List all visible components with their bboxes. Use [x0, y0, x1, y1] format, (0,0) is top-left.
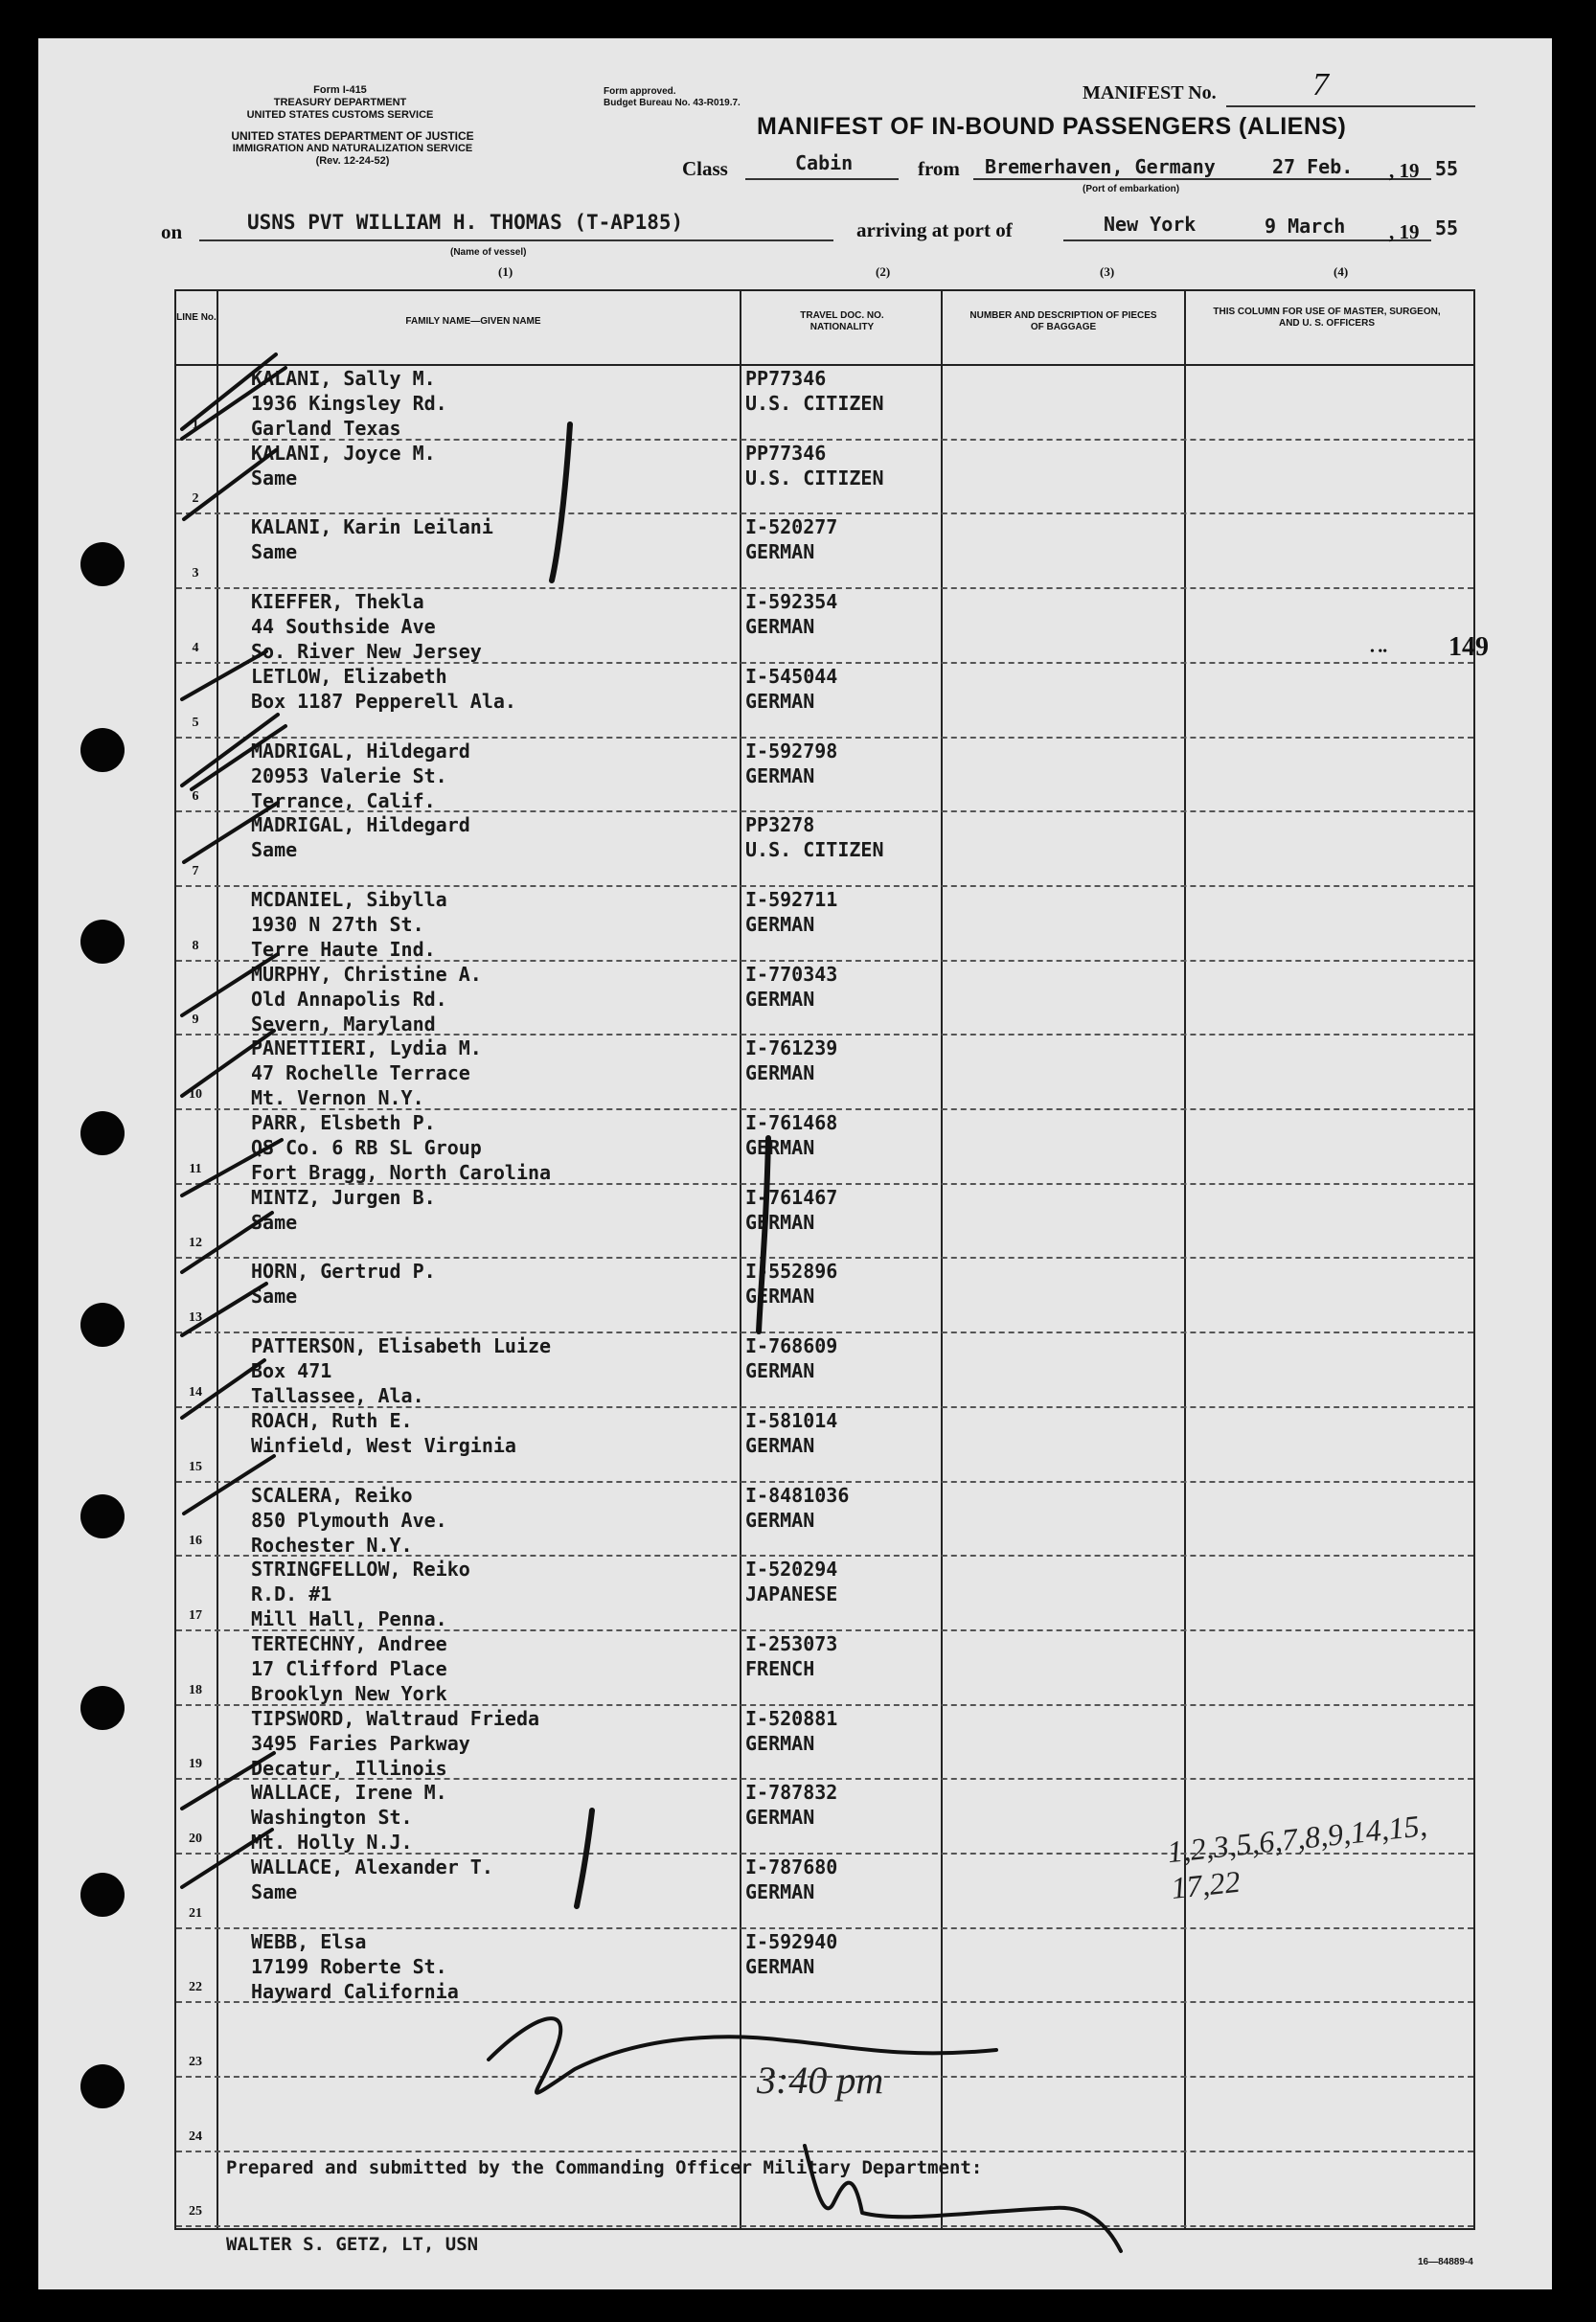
header-line-no: LINE No.: [176, 312, 217, 323]
travel-doc-nationality: I-520294 JAPANESE: [745, 1558, 838, 1606]
passenger-name-address: TERTECHNY, Andree 17 Clifford Place Brooklyn New York: [251, 1631, 447, 1705]
cross-stroke: [182, 1213, 272, 1272]
travel-doc-nationality: I-592798 GERMAN: [745, 739, 838, 787]
passenger-name-address: PARR, Elsbeth P. QS Co. 6 RB SL Group Fort Bragg, North Carolina: [251, 1111, 552, 1184]
line-number: 4: [192, 640, 199, 655]
arrival-date: 9 March: [1265, 215, 1346, 238]
line-number: 15: [189, 1459, 202, 1474]
cross-stroke: [182, 1284, 266, 1335]
line-number: 14: [189, 1384, 202, 1400]
line-number: 10: [189, 1087, 202, 1102]
line-number: 17: [189, 1607, 202, 1623]
embarkation-year: 55: [1435, 157, 1459, 180]
port-of-embarkation: Bremerhaven, Germany: [985, 155, 1216, 178]
travel-doc-nationality: I-253073 FRENCH: [745, 1631, 838, 1680]
on-label: on: [161, 220, 183, 243]
arrival-year: 55: [1435, 216, 1459, 239]
passenger-name-address: WEBB, Elsa 17199 Roberte St. Hayward California: [251, 1929, 459, 2003]
line-number: 16: [189, 1534, 202, 1549]
travel-doc-nationality: I-545044 GERMAN: [745, 664, 838, 713]
passenger-name-address: KIEFFER, Thekla 44 Southside Ave So. River New Jersey: [251, 590, 482, 664]
check-stroke: [759, 1138, 768, 1332]
year-prefix: , 19: [1389, 159, 1420, 182]
line-number: 3: [192, 566, 199, 581]
travel-doc-nationality: I-761468 GERMAN: [745, 1111, 838, 1159]
line-number: 9: [192, 1013, 199, 1028]
line-number: 21: [189, 1905, 202, 1921]
header-baggage: NUMBER AND DESCRIPTION OF PIECES OF BAGGAGE: [969, 310, 1157, 332]
line-number: 6: [192, 789, 199, 805]
stamp-dots: • ••: [1370, 645, 1388, 659]
cross-stroke: [182, 1830, 272, 1887]
travel-doc-nationality: PP77346 U.S. CITIZEN: [745, 441, 884, 489]
passenger-name-address: KALANI, Karin Leilani Same: [251, 515, 493, 564]
col-number-3: (3): [1100, 264, 1115, 279]
passenger-name-address: MINTZ, Jurgen B. Same: [251, 1185, 436, 1234]
line-number: 20: [189, 1832, 202, 1846]
manifest-sheet: [38, 38, 1552, 2289]
vessel-caption: (Name of vessel): [450, 247, 527, 258]
manifest-no-label: MANIFEST No.: [1083, 82, 1217, 103]
travel-doc-nationality: I-552896 GERMAN: [745, 1260, 838, 1309]
cross-stroke: [184, 1456, 274, 1514]
travel-doc-nationality: I-761239 GERMAN: [745, 1036, 838, 1085]
line-number: 11: [189, 1161, 202, 1176]
officer-signature: [805, 2146, 1121, 2251]
travel-doc-nationality: I-592711 GERMAN: [745, 887, 838, 936]
travel-doc-nationality: I-768609 GERMAN: [745, 1334, 838, 1383]
passenger-name-address: LETLOW, Elizabeth Box 1187 Pepperell Ala.: [251, 664, 516, 713]
travel-doc-nationality: I-787680 GERMAN: [745, 1855, 838, 1903]
travel-doc-nationality: PP3278 U.S. CITIZEN: [745, 813, 884, 862]
col-number-4: (4): [1334, 264, 1349, 279]
passenger-name-address: STRINGFELLOW, Reiko R.D. #1 Mill Hall, Penna.: [251, 1558, 470, 1631]
approval-block: Form approved. Budget Bureau No. 43-R019.7.: [604, 86, 741, 108]
passenger-name-address: KALANI, Joyce M. Same: [251, 441, 436, 489]
form-block: Form I-415 TREASURY DEPARTMENT UNITED STATES CUSTOMS SERVICE: [246, 84, 434, 121]
manifest-title: MANIFEST OF IN-BOUND PASSENGERS (ALIENS): [757, 113, 1347, 140]
cross-stroke: [182, 1031, 274, 1096]
passenger-name-address: HORN, Gertrud P. Same: [251, 1260, 436, 1309]
cross-stroke: [184, 803, 278, 862]
line-number: 19: [189, 1757, 202, 1772]
travel-doc-nationality: I-520277 GERMAN: [745, 515, 838, 564]
port-caption: (Port of embarkation): [1083, 184, 1180, 194]
cross-stroke: [182, 354, 285, 439]
line-number: 18: [189, 1682, 202, 1697]
line-number: 13: [189, 1310, 202, 1326]
cross-stroke: [182, 651, 266, 699]
passenger-name-address: MADRIGAL, Hildegard 20953 Valerie St. Terrance, Calif.: [251, 739, 470, 812]
officer-name: WALTER S. GETZ, LT, USN: [226, 2234, 479, 2255]
line-number: 23: [189, 2055, 202, 2070]
arrival-port: New York: [1104, 213, 1197, 236]
line-number: 7: [192, 863, 199, 878]
cross-stroke: [182, 1140, 282, 1195]
arrival-year-prefix: , 19: [1389, 220, 1420, 243]
handwritten-line-numbers: 1,2,3,5,6,7,8,9,14,15, 17,22: [1165, 1807, 1429, 1906]
line-number: 24: [189, 2128, 202, 2144]
handwritten-time: 3:40 pm: [757, 2059, 884, 2102]
vessel-name: USNS PVT WILLIAM H. THOMAS (T-AP185): [247, 211, 684, 234]
travel-doc-nationality: I-8481036 GERMAN: [745, 1483, 850, 1532]
header-doc: TRAVEL DOC. NO. NATIONALITY: [800, 310, 884, 332]
class-label: Class: [682, 157, 728, 180]
line-number: 25: [189, 2203, 202, 2219]
passenger-name-address: MCDANIEL, Sibylla 1930 N 27th St. Terre Haute Ind.: [251, 887, 447, 961]
passenger-name-address: TIPSWORD, Waltraud Frieda 3495 Faries Parkway Decatur, Illinois: [251, 1706, 540, 1780]
cross-stroke: [182, 954, 278, 1015]
header-name: FAMILY NAME—GIVEN NAME: [405, 316, 541, 327]
col-number-1: (1): [498, 264, 513, 279]
passenger-name-address: MURPHY, Christine A. Old Annapolis Rd. Severn, Maryland: [251, 962, 482, 1036]
passenger-name-address: WALLACE, Irene M. Washington St. Mt. Holly N.J.: [251, 1781, 447, 1855]
embarkation-date: 27 Feb.: [1272, 155, 1354, 178]
check-stroke: [552, 424, 570, 580]
travel-doc-nationality: I-787832 GERMAN: [745, 1781, 838, 1830]
prepared-statement: Prepared and submitted by the Commanding Officer Military Department:: [226, 2157, 983, 2178]
handwriting-marks: [38, 38, 1552, 2289]
passenger-name-address: SCALERA, Reiko 850 Plymouth Ave. Rochester N.Y.: [251, 1483, 447, 1557]
passenger-name-address: PANETTIERI, Lydia M. 47 Rochelle Terrace Mt. Vernon N.Y.: [251, 1036, 482, 1110]
header-officers: THIS COLUMN FOR USE OF MASTER, SURGEON, AND U. S. OFFICERS: [1213, 307, 1441, 329]
travel-doc-nationality: I-520881 GERMAN: [745, 1706, 838, 1755]
passenger-name-address: KALANI, Sally M. 1936 Kingsley Rd. Garland Texas: [251, 367, 447, 440]
passenger-name-address: PATTERSON, Elisabeth Luize Box 471 Tallassee, Ala.: [251, 1334, 552, 1408]
travel-doc-nationality: I-592940 GERMAN: [745, 1929, 838, 1978]
signature-scrawl: [489, 2018, 996, 2093]
travel-doc-nationality: PP77346 U.S. CITIZEN: [745, 367, 884, 415]
travel-doc-nationality: I-770343 GERMAN: [745, 962, 838, 1011]
passenger-name-address: ROACH, Ruth E. Winfield, West Virginia: [251, 1408, 516, 1457]
travel-doc-nationality: I-761467 GERMAN: [745, 1185, 838, 1234]
col-number-2: (2): [876, 264, 891, 279]
line-number: 12: [189, 1236, 202, 1251]
passenger-name-address: WALLACE, Alexander T. Same: [251, 1855, 493, 1903]
manifest-no-value: 7: [1312, 67, 1329, 102]
passenger-name-address: MADRIGAL, Hildegard Same: [251, 813, 470, 862]
line-number: 5: [192, 715, 199, 730]
travel-doc-nationality: I-581014 GERMAN: [745, 1408, 838, 1457]
cross-stroke: [182, 1360, 264, 1418]
cross-stroke: [182, 715, 285, 789]
from-label: from: [918, 157, 960, 180]
line-number: 22: [189, 1980, 202, 1995]
class-value: Cabin: [795, 151, 854, 174]
arriving-label: arriving at port of: [856, 218, 1013, 241]
doj-block: UNITED STATES DEPARTMENT OF JUSTICE IMMIGRATION AND NATURALIZATION SERVICE (Rev. 12-24-52): [231, 129, 474, 167]
line-number: 2: [192, 491, 199, 507]
line-number: 8: [192, 938, 199, 953]
check-stroke: [577, 1810, 592, 1906]
stamp-number: 149: [1448, 632, 1489, 662]
travel-doc-nationality: I-592354 GERMAN: [745, 590, 838, 639]
line-number: 1: [192, 417, 199, 432]
form-code: 16—84889-4: [1418, 2257, 1473, 2267]
cross-stroke: [182, 1753, 274, 1809]
cross-stroke: [184, 450, 276, 519]
